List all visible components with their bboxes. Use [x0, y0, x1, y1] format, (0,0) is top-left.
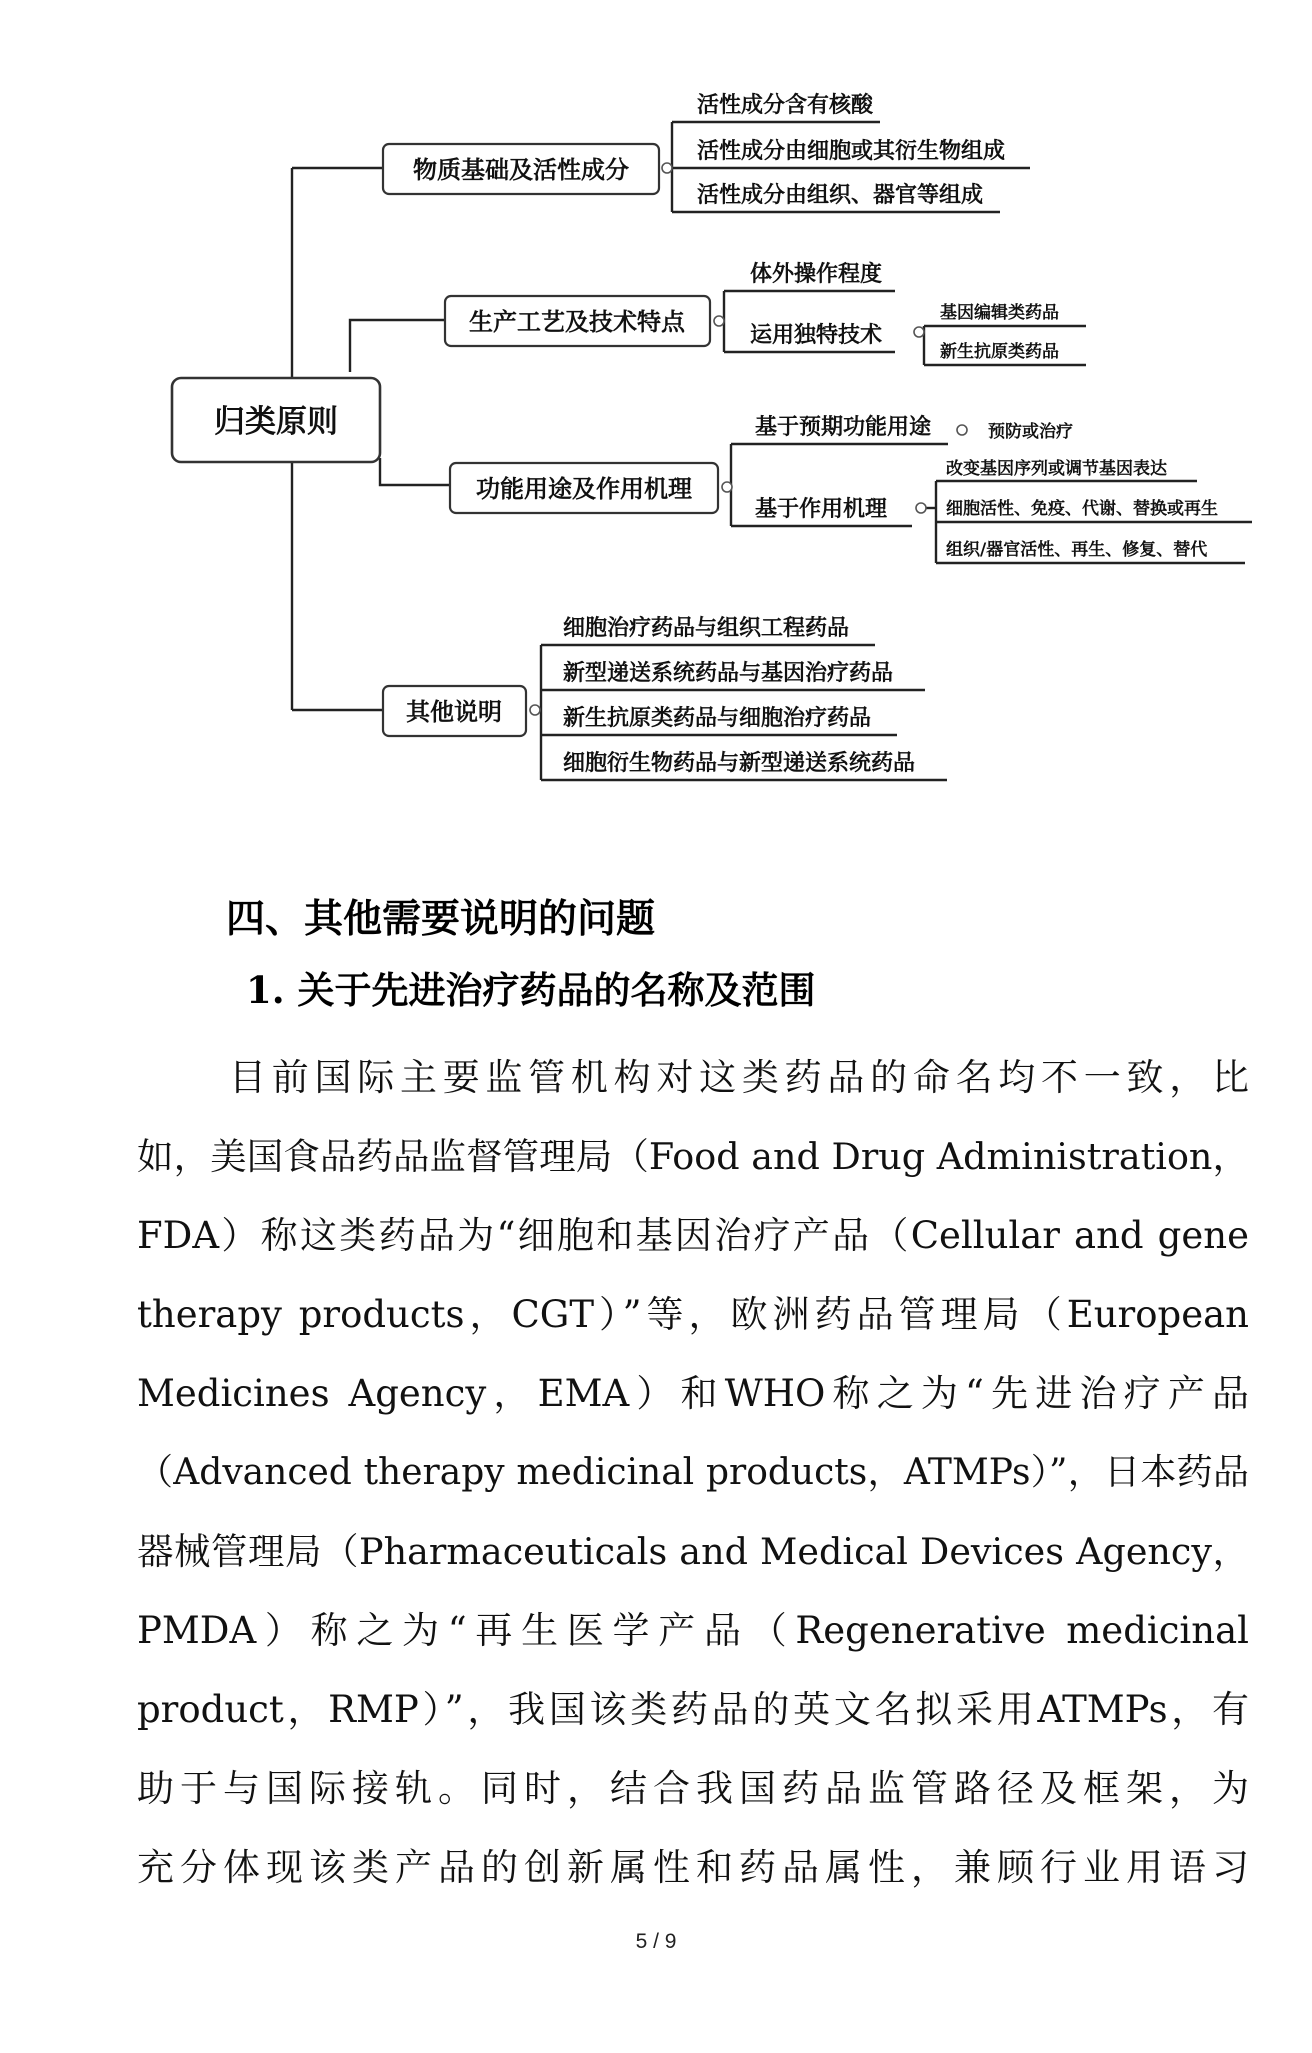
leaf-text: 细胞治疗药品与组织工程药品: [563, 616, 850, 641]
leaf-text: 运用独特技术: [750, 323, 883, 348]
leaf-text: 细胞活性、免疫、代谢、替换或再生: [946, 499, 1218, 519]
leaf-text: 基于预期功能用途: [755, 415, 932, 440]
body-line: 如，美国食品药品监督管理局（Food and Drug Administration，: [137, 1135, 1249, 1178]
branch-label: 其他说明: [406, 698, 502, 726]
body-line: （Advanced therapy medicinal products，ATMPs）”，日本药品: [137, 1452, 1249, 1493]
branch-other: [383, 686, 540, 736]
branch-label: 物质基础及活性成分: [413, 156, 629, 184]
branch-label: 生产工艺及技术特点: [469, 308, 685, 336]
leaf-text: 组织/器官活性、再生、修复、替代: [946, 540, 1208, 560]
leaf-text: 活性成分由细胞或其衍生物组成: [697, 139, 1006, 164]
body-line: FDA）称这类药品为“细胞和基因治疗产品（Cellular and gene: [137, 1214, 1249, 1257]
branch-process: [445, 296, 724, 346]
mindmap-root: [172, 378, 380, 462]
leaf-text: 体外操作程度: [750, 262, 883, 287]
branch-function: [450, 463, 732, 513]
page-number: 5 / 9: [635, 1930, 677, 1953]
body-line: therapy products，CGT）”等，欧洲药品管理局（European: [137, 1293, 1249, 1336]
leaf-text: 新生抗原类药品与细胞治疗药品: [563, 706, 872, 731]
body-line: PMDA）称之为“再生医学产品（Regenerative medicinal: [137, 1609, 1249, 1652]
leaf-text: 基于作用机理: [755, 497, 888, 522]
branch-label: 功能用途及作用机理: [476, 475, 692, 503]
section-heading: 四、其他需要说明的问题: [226, 897, 656, 942]
leaf-text: 新型递送系统药品与基因治疗药品: [563, 661, 894, 686]
leaf-text: 基因编辑类药品: [940, 303, 1059, 323]
body-line: 目前国际主要监管机构对这类药品的命名均不一致，比: [229, 1056, 1249, 1099]
leaf-text: 预防或治疗: [988, 422, 1073, 442]
leaf-text: 活性成分含有核酸: [697, 93, 874, 118]
root-label: 归类原则: [214, 404, 338, 440]
leaf-text: 活性成分由组织、器官等组成: [697, 183, 984, 208]
body-line: 器械管理局（Pharmaceuticals and Medical Devices Agency，: [137, 1530, 1249, 1573]
body-line: 充分体现该类产品的创新属性和药品属性，兼顾行业用语习: [137, 1846, 1249, 1889]
leaf-text: 改变基因序列或调节基因表达: [946, 459, 1167, 479]
body-line: product，RMP）”，我国该类药品的英文名拟采用ATMPs，有: [137, 1688, 1249, 1731]
branch-substance: [383, 144, 672, 194]
leaf-text: 新生抗原类药品: [940, 342, 1059, 362]
body-line: Medicines Agency，EMA）和WHO称之为“先进治疗产品: [137, 1372, 1249, 1415]
body-line: 助于与国际接轨。同时，结合我国药品监管路径及框架，为: [137, 1767, 1249, 1810]
classification-mindmap: [0, 0, 1312, 820]
subsection-heading: 1. 关于先进治疗药品的名称及范围: [246, 968, 816, 1012]
leaf-text: 细胞衍生物药品与新型递送系统药品: [563, 751, 916, 776]
